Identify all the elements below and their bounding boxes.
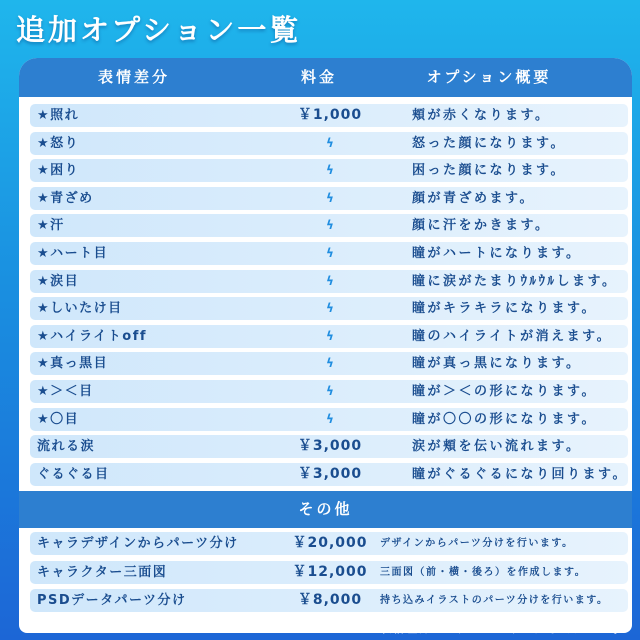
row-description: 瞳のハイライトが消えます。 [412, 328, 613, 344]
row-description: 頬が赤くなります。 [412, 108, 551, 123]
lightning-bolt-icon: ϟ [326, 163, 334, 178]
row-price: ￥12,000 [292, 563, 368, 580]
row-price: ￥1,000 [297, 107, 363, 123]
row-description: 顔に汗をかきます。 [412, 218, 551, 234]
row-description: 怒った顔になります。 [412, 135, 566, 151]
row-price: ￥3,000 [297, 438, 363, 455]
lightning-bolt-icon: ϟ [326, 411, 334, 426]
table-row [30, 297, 628, 320]
table-header [19, 58, 632, 97]
row-description: デザインからパーツ分けを行います。 [380, 538, 574, 549]
table-row [30, 270, 628, 293]
row-name: キャラクター三面図 [37, 564, 168, 580]
row-description: 瞳がハートになります。 [412, 246, 582, 261]
header-expression: 表情差分 [97, 68, 170, 86]
row-name: PSDデータパーツ分け [37, 593, 187, 608]
table-row [30, 159, 628, 182]
lightning-bolt-icon: ϟ [326, 273, 334, 288]
lightning-bolt-icon: ϟ [326, 328, 334, 343]
table-row [30, 242, 628, 265]
row-name: 流れる涙 [37, 439, 96, 455]
row-description: 顔が青ざめます。 [412, 190, 535, 206]
row-name: ★照れ [37, 108, 80, 123]
row-description: 困った顔になります。 [412, 163, 566, 179]
row-name: キャラデザインからパーツ分け [37, 536, 239, 551]
table-row [30, 463, 628, 486]
table-row [30, 352, 628, 375]
row-description: 瞳が＞＜の形になります。 [412, 384, 597, 399]
row-description: 瞳が〇〇の形になります。 [412, 411, 597, 427]
row-description: 涙が頬を伝い流れます。 [412, 439, 582, 455]
row-name: ★真っ黒目 [37, 356, 109, 372]
table-row [30, 104, 628, 127]
row-description: 瞳がキラキラになります。 [412, 301, 597, 317]
lightning-bolt-icon: ϟ [326, 356, 334, 371]
row-description: 瞳が真っ黒になります。 [412, 356, 582, 372]
row-description: 三面図（前・横・後ろ）を作成します。 [380, 566, 587, 578]
row-price: ￥8,000 [297, 592, 363, 608]
row-name: ぐるぐる目 [37, 466, 110, 482]
row-name: ★汗 [37, 218, 65, 234]
lightning-bolt-icon: ϟ [326, 384, 334, 398]
row-name: ★ハート目 [37, 246, 109, 261]
row-name: ★涙目 [37, 273, 80, 289]
row-name: ★青ざめ [37, 190, 94, 206]
footer-note: ※表情差分は上記の★よりお選びください。 [367, 621, 626, 635]
table-row [30, 561, 628, 584]
lightning-bolt-icon: ϟ [326, 218, 334, 233]
row-name: ★困り [37, 163, 80, 179]
lightning-bolt-icon: ϟ [326, 135, 334, 150]
row-name: ★＞＜目 [37, 384, 94, 399]
row-price: ￥20,000 [292, 535, 368, 551]
table-row [30, 132, 628, 155]
row-name: ★〇目 [37, 411, 80, 427]
other-section-label: その他 [298, 500, 353, 518]
table-row [30, 589, 628, 612]
lightning-bolt-icon: ϟ [326, 246, 334, 260]
options-table [19, 58, 632, 633]
other-section-header [19, 491, 632, 528]
table-row [30, 532, 628, 555]
lightning-bolt-icon: ϟ [326, 301, 334, 316]
header-summary: オプション概要 [426, 68, 552, 86]
table-row [30, 380, 628, 403]
row-name: ★しいたけ目 [37, 301, 123, 317]
page-title: 追加オプション一覧 [16, 13, 302, 47]
table-row [30, 408, 628, 431]
table-row [30, 214, 628, 237]
row-price: ￥3,000 [297, 465, 363, 482]
table-row [30, 187, 628, 210]
row-description: 瞳がぐるぐるになり回ります。 [412, 466, 628, 482]
row-description: 瞳に涙がたまりｳﾙｳﾙします。 [412, 273, 618, 289]
table-row [30, 435, 628, 458]
table-row [30, 325, 628, 348]
row-name: ★怒り [37, 135, 80, 151]
header-price: 料金 [300, 68, 337, 86]
row-name: ★ハイライトoff [37, 328, 148, 344]
row-description: 持ち込みイラストのパーツ分けを行います。 [380, 595, 609, 606]
lightning-bolt-icon: ϟ [326, 190, 334, 205]
